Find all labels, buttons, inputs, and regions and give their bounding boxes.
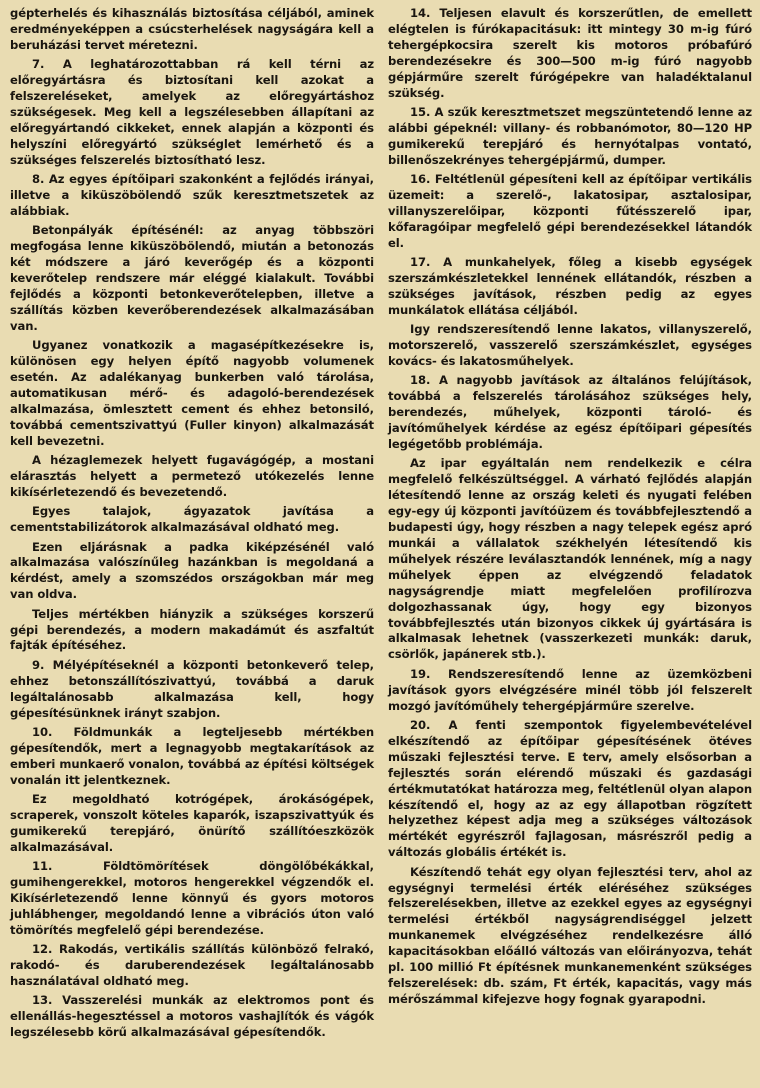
paragraph: 8. Az egyes építőipari szakonként a fejlődés irányai, illetve a kiküszöbölendő szűk keresztmetszetek az alábbiak. (10, 172, 374, 218)
paragraph: 18. A nagyobb javítások az általános felújítások, továbbá a felszerelés tárolásához szükséges hely, berendezés, műhelyek, központi tároló- és javítóműhelyek kérdése az egész építőipari gépesítés legégetőbb problémája. (388, 373, 752, 452)
paragraph: Ez megoldható kotrógépek, árokásógépek, scraperek, vonszolt köteles kaparók, iszapszivattyúk és gumikerekű terepjáró, önürítő szállítóeszközök alkalmazásával. (10, 792, 374, 854)
paragraph: Igy rendszeresítendő lenne lakatos, villanyszerelő, motorszerelő, vasszerelő szerszámkészlet, egységes kovács- és lakatosműhelyek. (388, 322, 752, 369)
paragraph: 15. A szűk keresztmetszet megszüntetendő lenne az alábbi gépeknél: villany- és robbanómotor, 80—120 HP gumikerekű terepjáró és hernyótalpas vontató, billenőszekrényes tehergépjármű, dumper. (388, 104, 752, 167)
paragraph: 12. Rakodás, vertikális szállítás különböző felrakó, rakodó- és daruberendezések legáltalánosabb használatával oldható meg. (10, 942, 374, 989)
paragraph: Készítendő tehát egy olyan fejlesztési terv, ahol az egységnyi termelési érték eléréséhez szükséges felszerelésekben, illetve az ezekkel egyes az egységnyi termelési értékből nagyságrendiséggel jelzett munkanemek elvégzéséhez rendelkezésre álló kapacitásokban előálló változás van előirányozva, tehát pl. 100 millió Ft építésnek munkanemenként szükséges felszerelések: db. szám, Ft érték, kapacitás, vagy más mérőszámmal kifejezve hogy fognak gyarapodni. (388, 864, 752, 1006)
paragraph: 16. Feltétlenül gépesíteni kell az építőipar vertikális üzemeit: a szerelő-, lakatosipar, asztalosipar, villanyszerelőipar, központi fűtésszerelő ipar, kőfaragóipar megfelelő gépi berendezésekkel látandók el. (388, 172, 752, 250)
paragraph: Az ipar egyáltalán nem rendelkezik e célra megfelelő felkészültséggel. A várható fejlődés alapján létesítendő lenne az ország keleti és nyugati felében egy-egy új központi javítóüzem és továbbfejlesztendő a budapesti úgy, hogy részben a nagy telepek egész apró munkái a vállalatok székhelyén létesítendő kis műhelyek részére leválasztandók lennének, míg a nagy műhelyek éppen az elvégzendő feladatok nagyságrendje miatt megfelelően profilírozva dolgozhassanak úgy, hogy egy bizonyos továbbfejlesztés után bizonyos cikkek új gyártására is alkalmasak lehetnek (vasszerkezeti munkák: daruk, csörlők, japánerek stb.). (388, 456, 752, 662)
paragraph: 11. Földtömörítések döngölőbékákkal, gumihengerekkel, motoros hengerekkel végzendők el. Kikísérletezendő lenne könnyű és gyors motoros juhlábhenger, megoldandó lenne a vibrációs úton való tömörítés megfelelő gépi berendezése. (10, 859, 374, 937)
paragraph: Egyes talajok, ágyazatok javítása a cementstabilizátorok alkalmazásával oldható meg. (10, 504, 374, 535)
paragraph: 9. Mélyépítéseknél a központi betonkeverő telep, ehhez betonszállítószivattyú, továbbá a daruk legáltalánosabb alkalmazása kell, hogy gépesítésünknek irányt szabjon. (10, 657, 374, 720)
paragraph: 17. A munkahelyek, főleg a kisebb egységek szerszámkészletekkel lennének ellátandók, részben a szükséges javítások, részben pedig az egyes munkálatok ellátása céljából. (388, 255, 752, 317)
paragraph: 7. A leghatározottabban rá kell térni az előregyártásra és biztosítani kell azokat a felszereléseket, amelyek az előregyártáshoz szükségesek. Meg kell a legszélesebben állapítani az előregyártandó cikkeket, ennek alapján a központi és helyszíni előregyártó szükséglet lemérhető és a szükséges felszerelés biztosítható lesz. (10, 57, 374, 167)
paragraph: A hézaglemezek helyett fugavágógép, a mostani elárasztás helyett a permetező utókezelés lenne kikísérletezendő és bevezetendő. (10, 452, 374, 499)
paragraph: Ugyanez vonatkozik a magasépítkezésekre is, különösen egy helyen építő nagyobb volumenek esetén. Az adalékanyag bunkerben való tárolása, automatikusan mérő- és adagoló-berendezések alkalmazása, ömlesztett cement és ehhez betonsiló, továbbá cementszivattyú (Fuller kinyon) alkalmazását kell bevezetni. (10, 338, 374, 448)
paragraph: 14. Teljesen elavult és korszerűtlen, de emellett elégtelen is fúrókapacitásuk: itt mintegy 30 m-ig fúró tehergépkocsira szerelt kis motoros próbafúró berendezésekre és 300—500 m-ig fúró nagyobb gépjárműre szerelt fúrógépekre van haladéktalanul szükség. (388, 6, 752, 100)
paragraph: Betonpályák építésénél: az anyag többszöri megfogása lenne kiküszöbölendő, miután a betonozás két módszere a járó keverőgép és a központi keverőtelep rendszere már eléggé kialakult. További fejlődés a központi betonkeverőtelepben, illetve a szállítás közben keverőberendezések alkalmazásában van. (10, 223, 374, 333)
right-column (388, 6, 752, 1088)
paragraph: 20. A fenti szempontok figyelembevételével elkészítendő az építőipar gépesítésének ötéves műszaki fejlesztési terve. E terv, amely elsősorban a fejlesztés során elérendő műszaki és gazdasági értékmutatókat határozza meg, feltétlenül olyan alapon készítendő el, hogy az az egy állapotban rögzített helyzethez képest adja meg a szükséges változások mértékét egyrészről fajlagosan, másrészről pedig a változás globális értékét is. (388, 717, 752, 860)
paragraph: gépterhelés és kihasználás biztosítása céljából, aminek eredményeképpen a csúcsterhelések nagyságára kell a beruházási tervet méretezni. (10, 6, 374, 52)
left-column (10, 6, 374, 1088)
paragraph: Teljes mértékben hiányzik a szükséges korszerű gépi berendezés, a modern makadámút és aszfaltút fajták építéséhez. (10, 606, 374, 653)
paragraph: 10. Földmunkák a legteljesebb mértékben gépesítendők, mert a legnagyobb megtakarítások az emberi munkaerő vonalon, továbbá az építési költségek vonalán itt jelentkeznek. (10, 724, 374, 787)
paragraph: 13. Vasszerelési munkák az elektromos pont és ellenállás-hegesztéssel a motoros vashajlítók és vágók legszélesebb körű alkalmazásával gépesítendők. (10, 993, 374, 1040)
paragraph: Ezen eljárásnak a padka kiképzésénél való alkalmazása valószínűleg hazánkban is megoldaná a kérdést, amely a szomszédos országokban már meg van oldva. (10, 539, 374, 602)
paragraph: 19. Rendszeresítendő lenne az üzemközbeni javítások gyors elvégzésére minél több jól felszerelt mozgó javítóműhely tehergépjárműre szerelve. (388, 666, 752, 713)
